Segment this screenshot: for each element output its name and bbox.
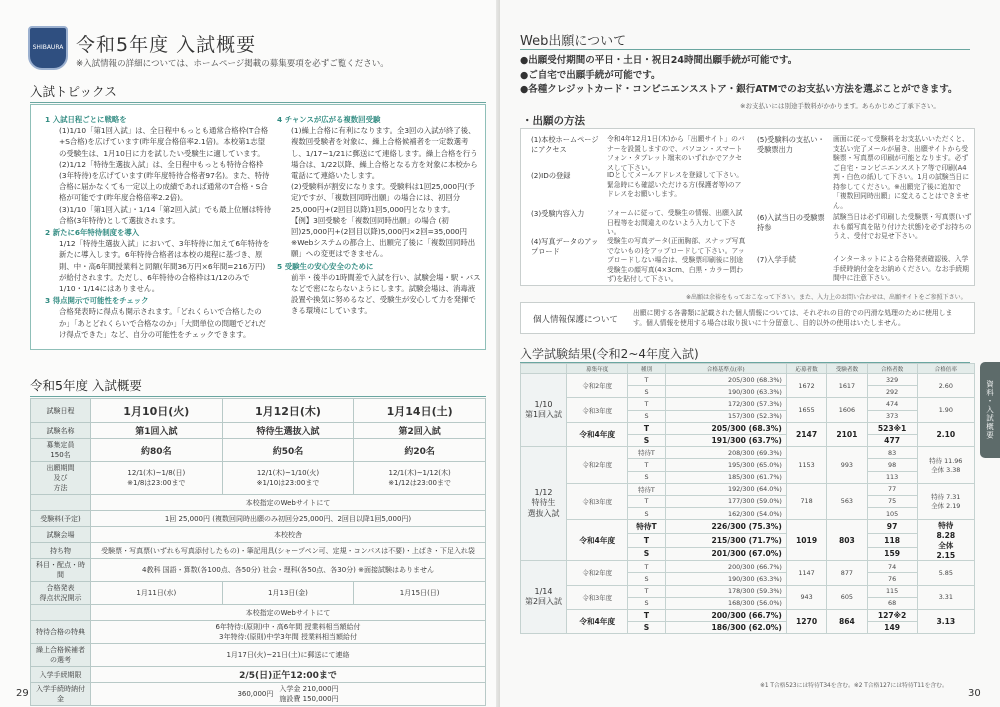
step-label: (6)入試当日の受験票持参 [757, 213, 825, 232]
results-examinees: 1606 [827, 398, 867, 422]
topics-box [30, 104, 486, 350]
overview-cell: 第2回入試 [354, 423, 486, 439]
results-cutoff: 195/300 (65.0%) [665, 459, 786, 471]
overview-row-label: 募集定員 150名 [31, 439, 91, 462]
side-index-tab: 資料・入試概要 [980, 362, 1000, 458]
results-header-cell: 合格基準点(率) [665, 364, 786, 374]
topic-paragraph: (1)繰上合格に有利になります。全3回の入試が終了後、複数回受験者を対象に、繰上合格候補者を一定数選考し、1/17~1/21に郵送にて連絡します。繰上合格を行う場合は、1/22以降、繰上合格となる方を対象に本校から電話にて連絡いたします。 [291, 126, 478, 181]
overview-row [31, 667, 486, 683]
results-year: 令和2年度 [567, 447, 628, 484]
steps-note: ※出願は余裕をもっておこなって下さい。また、入力上のお問い合わせは、出願サイトをご参照下さい。 [686, 294, 967, 301]
privacy-text: 出願に関する各書類に記載された個人情報については、それぞれの目的での円滑な処理のために使用します。個人情報を使用する場合は取り扱いに十分留意し、目的以外の使用はいたしません。 [633, 309, 953, 327]
overview-span-cell: 6年特待:(原則)中・高6年間 授業料相当額給付 3年特待:(原則)中学3年間 授業料相当額給付 [91, 621, 486, 644]
overview-row [31, 399, 486, 423]
results-passed: 523※1 [867, 422, 917, 434]
results-cutoff: 200/300 (66.7%) [665, 610, 786, 622]
results-ratio: 特待 11.96 全体 3.38 [917, 447, 974, 484]
overview-row [31, 559, 486, 582]
overview-row-label: 入学手続期限 [31, 667, 91, 683]
results-header-cell: 合格者数 [867, 364, 917, 374]
results-applicants: 718 [786, 483, 826, 520]
results-cutoff: 226/300 (75.3%) [665, 520, 786, 534]
results-type: S [628, 508, 665, 520]
results-ratio: 2.60 [917, 374, 974, 398]
results-type: S [628, 597, 665, 609]
privacy-box [520, 302, 975, 334]
page-title: 令和5年度 入試概要 [76, 34, 257, 56]
results-row [521, 585, 975, 597]
results-cutoff: 215/300 (71.7%) [665, 533, 786, 547]
overview-span-cell: 2/5(日)正午12:00まで [91, 667, 486, 683]
topic-heading: 1 入試日程ごとに戦略を [45, 115, 127, 124]
results-year: 令和4年度 [567, 610, 628, 634]
results-type: T [628, 585, 665, 597]
results-year: 令和3年度 [567, 398, 628, 422]
results-type: S [628, 434, 665, 446]
feature-bullet: ●各種クレジットカード・コンビニエンスストア・銀行ATMでのお支払い方法を選ぶことができます。 [520, 84, 958, 95]
step-label: (2)IDの登録 [531, 171, 571, 180]
results-year: 令和3年度 [567, 585, 628, 609]
results-cutoff: 162/300 (54.0%) [665, 508, 786, 520]
results-type: S [628, 471, 665, 483]
overview-row [31, 644, 486, 667]
overview-table [30, 398, 486, 706]
step-label: (4)写真データのアップロード [531, 237, 599, 256]
results-type: S [628, 622, 665, 634]
step-description: 受験生の写真データ(正面胸部、スナップ写真でないもの)をアップロードして下さい。アップロードしない場合は、受験票印刷後に別途受験生の顔写真(4×3cm、白黒・カラー問わず)を貼付して下さい。 [607, 237, 746, 283]
results-passed: 477 [867, 434, 917, 446]
feature-bullet: ●ご自宅で出願手続が可能です。 [520, 69, 661, 81]
results-cutoff: 157/300 (52.3%) [665, 410, 786, 422]
overview-cell: 約80名 [91, 439, 223, 462]
overview-cell: 12/1(木)~1/8(日) ※1/8は23:00まで [91, 462, 223, 495]
results-cutoff: 168/300 (56.0%) [665, 597, 786, 609]
results-type: 特待T [628, 483, 665, 495]
results-passed: 373 [867, 410, 917, 422]
overview-cell: 1月14日(土) [354, 399, 486, 423]
results-type: T [628, 561, 665, 573]
results-cutoff: 191/300 (63.7%) [665, 434, 786, 446]
results-row [521, 561, 975, 573]
results-passed: 159 [867, 547, 917, 561]
results-type: T [628, 459, 665, 471]
overview-cell: 1月15日(日) [354, 582, 486, 605]
privacy-label: 個人情報保護について [533, 315, 618, 325]
topic-heading: 4 チャンスが広がる複数回受験 [277, 115, 381, 124]
results-examinees: 803 [827, 520, 867, 561]
results-passed: 75 [867, 495, 917, 507]
step-label: (5)受験料の支払い・受験票出力 [757, 135, 825, 154]
results-applicants: 1019 [786, 520, 826, 561]
results-group-label: 1/12 特待生 選抜入試 [521, 447, 567, 561]
overview-cell: 12/1(木)~1/10(火) ※1/10は23:00まで [222, 462, 354, 495]
results-ratio: 2.10 [917, 422, 974, 446]
overview-span-cell: 1回 25,000円 (複数回同時出願のみ初回分25,000円、2回目以降1回5,000円) [91, 511, 486, 527]
overview-row [31, 527, 486, 543]
topic-paragraph: (2)1/12「特待生選抜入試」は、全日程中もっとも特待合格枠(3年特待)を広げています(昨年度特待合格者97名)。また、特待合格に届かなくても一定以上の成績であれば通常のT合格・S合格が可能です(昨年度合格倍率2.2倍)。 [59, 159, 270, 203]
overview-cell: 1月11日(水) [91, 582, 223, 605]
overview-row [31, 495, 486, 511]
results-passed: 127※2 [867, 610, 917, 622]
results-type: T [628, 533, 665, 547]
topic-paragraph: (3)1/10「第1回入試」・1/14「第2回入試」でも最上位層は特待合格(3年特待)として選抜されます。 [59, 204, 271, 225]
overview-row [31, 582, 486, 605]
results-type: T [628, 374, 665, 386]
topics-column-2 [277, 113, 482, 317]
overview-span-cell: 本校指定のWebサイトにて [91, 605, 486, 621]
overview-row-label: 特待合格の特典 [31, 621, 91, 644]
results-passed: 118 [867, 533, 917, 547]
results-passed: 77 [867, 483, 917, 495]
overview-span-cell: 本校校舎 [91, 527, 486, 543]
school-logo: SHIBAURA [28, 26, 68, 70]
results-year: 令和4年度 [567, 520, 628, 561]
results-row [521, 398, 975, 410]
results-examinees: 2101 [827, 422, 867, 446]
topic-paragraph: (1)1/10「第1回入試」は、全日程中もっとも通常合格枠(T合格+S合格)を広げています(昨年度合格倍率2.1倍)。本校第1志望の受験生は、1月10日に力を試したい受験生に適しています。 [59, 126, 269, 158]
results-examinees: 864 [827, 610, 867, 634]
results-ratio: 3.31 [917, 585, 974, 609]
results-type: 特待T [628, 447, 665, 459]
results-type: T [628, 422, 665, 434]
step-description: インターネットによる合格発表確認後、入学手続時納付金をお納めください。なお手続期間中に注意下さい。 [833, 255, 969, 282]
step-description: IDとしてメールアドレスを登録して下さい。緊急時にも確認いただける方(保護者等)のアドレスをお願いします。 [607, 171, 744, 198]
results-examinees: 993 [827, 447, 867, 484]
results-group-label: 1/10 第1回入試 [521, 374, 567, 447]
overview-cell: 第1回入試 [91, 423, 223, 439]
results-year: 令和3年度 [567, 483, 628, 520]
step-description: 令和4年12月1日(木)から「出願サイト」のバナーを設置しますので、パソコン・スマートフォン・タブレット端末のいずれかでアクセスして下さい。 [607, 135, 745, 172]
results-applicants: 943 [786, 585, 826, 609]
page-number-right: 30 [968, 688, 981, 699]
results-row [521, 483, 975, 495]
results-note: ※1 T合格523には特待T34を含む。※2 T合格127には特待T11を含む。 [760, 683, 948, 689]
results-row [521, 610, 975, 622]
results-passed: 74 [867, 561, 917, 573]
topic-heading: 5 受験生の安心安全のために [277, 261, 374, 271]
results-applicants: 2147 [786, 422, 826, 446]
results-row [521, 374, 975, 386]
topic-paragraph: ※Webシステムの都合上、出願完了後に「複数回同時出願」への変更はできません。 [291, 238, 476, 259]
payment-note: ※お支払いには別途手数料がかかります。あらかじめご了承下さい。 [740, 102, 940, 110]
topics-heading: 入試トピックス [30, 82, 486, 103]
results-header-cell: 種別 [628, 364, 665, 374]
step-label: (3)受験内容入力 [531, 209, 585, 218]
steps-box [520, 128, 975, 286]
topic-heading: 2 新たに6年特待制度を導入 [45, 228, 140, 238]
overview-row-label: 出願期間 及び 方法 [31, 462, 91, 495]
overview-cell: 1月13日(金) [222, 582, 354, 605]
results-type: T [628, 398, 665, 410]
results-passed: 329 [867, 374, 917, 386]
overview-row-label: 合格発表 得点状況開示 [31, 582, 91, 605]
overview-span-cell: 1月17日(火)~21日(土)に郵送にて連絡 [91, 644, 486, 667]
results-ratio: 5.85 [917, 561, 974, 585]
overview-heading: 令和5年度 入試概要 [30, 376, 486, 397]
results-passed: 474 [867, 398, 917, 410]
page-number-left: 29 [16, 688, 29, 699]
feature-bullet: ●出願受付期間の平日・土日・祝日24時間出願手続が可能です。 [520, 55, 798, 66]
results-year: 令和4年度 [567, 422, 628, 446]
overview-row [31, 683, 486, 706]
results-cutoff: 177/300 (59.0%) [665, 495, 786, 507]
overview-row [31, 511, 486, 527]
overview-cell: 1月12日(木) [222, 399, 354, 423]
overview-cell: 特待生選抜入試 [222, 423, 354, 439]
results-cutoff: 205/300 (68.3%) [665, 374, 786, 386]
page-note: ※入試情報の詳細については、ホームページ掲載の募集要項を必ずご覧ください。 [76, 59, 389, 69]
results-cutoff: 190/300 (63.3%) [665, 386, 786, 398]
step-description: フォームに従って、受験生の情報、出願入試日程等をお間違えのないよう入力して下さい。 [607, 209, 743, 236]
results-cutoff: 178/300 (59.3%) [665, 585, 786, 597]
results-cutoff: 205/300 (68.3%) [665, 422, 786, 434]
overview-extra: 入学金 210,000円 施設費 150,000円 [279, 685, 339, 703]
overview-row [31, 543, 486, 559]
results-header-cell: 応募者数 [786, 364, 826, 374]
overview-row [31, 621, 486, 644]
results-passed: 68 [867, 597, 917, 609]
results-applicants: 1655 [786, 398, 826, 422]
results-cutoff: 186/300 (62.0%) [665, 622, 786, 634]
results-type: T [628, 610, 665, 622]
overview-row-label [31, 605, 91, 621]
topic-paragraph: (2)受験料が割安になります。受験料は1回25,000円(予定)ですが、「複数回同時出願」の場合には、初回分25,000円+(2回目以降)1回5,000円となります。 [291, 182, 475, 214]
results-applicants: 1270 [786, 610, 826, 634]
overview-row [31, 605, 486, 621]
results-header-cell: 受験者数 [827, 364, 867, 374]
results-cutoff: 201/300 (67.0%) [665, 547, 786, 561]
results-header-cell [521, 364, 567, 374]
steps-heading: ・出願の方法 [522, 115, 585, 127]
results-passed: 105 [867, 508, 917, 520]
topics-column-1 [45, 113, 271, 340]
results-applicants: 1147 [786, 561, 826, 585]
results-group-label: 1/14 第2回入試 [521, 561, 567, 634]
overview-row-label: 試験日程 [31, 399, 91, 423]
results-cutoff: 185/300 (61.7%) [665, 471, 786, 483]
results-table [520, 363, 975, 634]
overview-row-label: 入学手続時納付金 [31, 683, 91, 706]
topic-paragraph: 【例】3回受験を「複数回同時出願」の場合 (初回)25,000円+(2回目以降)5,000円×2回=35,000円 [291, 215, 468, 237]
step-description: 試験当日は必ず印刷した受験票・写真票(いずれも顔写真を貼り付けた状態)を必ずお持ちのうえ、受付でお見せ下さい。 [833, 213, 972, 240]
overview-row-label [31, 495, 91, 511]
overview-row-label: 繰上合格候補者の選考 [31, 644, 91, 667]
web-application-heading: Web出願について [520, 30, 970, 50]
results-examinees: 563 [827, 483, 867, 520]
results-ratio: 特待 8.28 全体 2.15 [917, 520, 974, 561]
results-year: 令和2年度 [567, 561, 628, 585]
results-passed: 292 [867, 386, 917, 398]
results-ratio: 3.13 [917, 610, 974, 634]
step-label: (7)入学手続 [757, 255, 796, 264]
results-applicants: 1153 [786, 447, 826, 484]
results-ratio: 1.90 [917, 398, 974, 422]
results-ratio: 特待 7.31 全体 2.19 [917, 483, 974, 520]
step-label: (1)本校ホームページにアクセス [531, 135, 599, 154]
overview-span-cell: 本校指定のWebサイトにて [91, 495, 486, 511]
results-type: T [628, 495, 665, 507]
step-description: 画面に従って受験料をお支払いいただくと、支払い完了メールが届き、出願サイトから受験票・写真票の印刷が可能となります。必ずご自宅・コンビニエンスストア等で印刷(A4判・白色の紙)して下さい。1月の試験当日に持参してください。※出願完了後に追加で「複数回同時出願」に変えることはできません。 [833, 135, 970, 210]
results-examinees: 877 [827, 561, 867, 585]
results-row [521, 520, 975, 534]
results-examinees: 1617 [827, 374, 867, 398]
results-year: 令和2年度 [567, 374, 628, 398]
results-cutoff: 208/300 (69.3%) [665, 447, 786, 459]
topic-paragraph: 1/12「特待生選抜入試」において、3年特待に加えて6年特待を新たに導入します。6年特待合格者は本校の規程に基づき、原則、中・高6年間授業料と同額(年間36万円×6年間=216万円)が給付されます。ただし、6年特待の合格枠は1/12のみで1/10・1/14にはありません。 [59, 239, 270, 294]
results-passed: 113 [867, 471, 917, 483]
overview-span-cell: 受験票・写真票(いずれも写真添付したもの)・筆記用具(シャープペン可、定規・コンパスは不要)・上ばき・下足入れ袋 [91, 543, 486, 559]
overview-row-label: 受験料(予定) [31, 511, 91, 527]
overview-span-cell: 4教科 国語・算数(各100点、各50分) 社会・理科(各50点、各30分) ※面接試験はありません [91, 559, 486, 582]
overview-cell: 約20名 [354, 439, 486, 462]
results-cutoff: 192/300 (64.0%) [665, 483, 786, 495]
topic-heading: 3 得点開示で可能性をチェック [45, 296, 149, 306]
results-header-cell: 合格倍率 [917, 364, 974, 374]
results-cutoff: 200/300 (66.7%) [665, 561, 786, 573]
overview-cell: 12/1(木)~1/12(木) ※1/12は23:00まで [354, 462, 486, 495]
overview-row [31, 439, 486, 462]
results-type: S [628, 547, 665, 561]
results-passed: 76 [867, 573, 917, 585]
results-cutoff: 172/300 (57.3%) [665, 398, 786, 410]
topic-paragraph: 前半・後半の1時間差で入試を行い、試験会場・駅・バスなどで密にならないようにします。試験会場は、消毒液設置や換気に努めるなど、受験生が安心して力を発揮できる環境にしています。 [291, 272, 481, 316]
results-examinees: 605 [827, 585, 867, 609]
results-type: S [628, 573, 665, 585]
results-cutoff: 190/300 (63.3%) [665, 573, 786, 585]
results-applicants: 1672 [786, 374, 826, 398]
results-row [521, 422, 975, 434]
overview-span-cell: 360,000円入学金 210,000円 施設費 150,000円 [91, 683, 486, 706]
web-feature-bullets [520, 54, 980, 98]
overview-row-label: 持ち物 [31, 543, 91, 559]
results-header-row [521, 364, 975, 374]
results-header-cell: 募集年度 [567, 364, 628, 374]
overview-row-label: 科目・配点・時間 [31, 559, 91, 582]
topic-paragraph: 合格発表時に得点も開示されます。「どれくらいで合格したのか」「あとどれくらいで合格なのか」「大問単位の問題でどれだけ得点できた」など、自分の可能性をチェックできます。 [59, 307, 266, 339]
results-type: S [628, 410, 665, 422]
results-heading: 入学試験結果(令和2~4年度入試) [520, 345, 970, 363]
results-passed: 98 [867, 459, 917, 471]
overview-row-label: 試験名称 [31, 423, 91, 439]
overview-row [31, 462, 486, 495]
results-passed: 83 [867, 447, 917, 459]
results-passed: 115 [867, 585, 917, 597]
results-passed: 97 [867, 520, 917, 534]
overview-cell: 1月10日(火) [91, 399, 223, 423]
overview-row [31, 423, 486, 439]
results-type: S [628, 386, 665, 398]
results-passed: 149 [867, 622, 917, 634]
overview-cell: 約50名 [222, 439, 354, 462]
overview-row-label: 試験会場 [31, 527, 91, 543]
results-row [521, 447, 975, 459]
results-type: 特待T [628, 520, 665, 534]
